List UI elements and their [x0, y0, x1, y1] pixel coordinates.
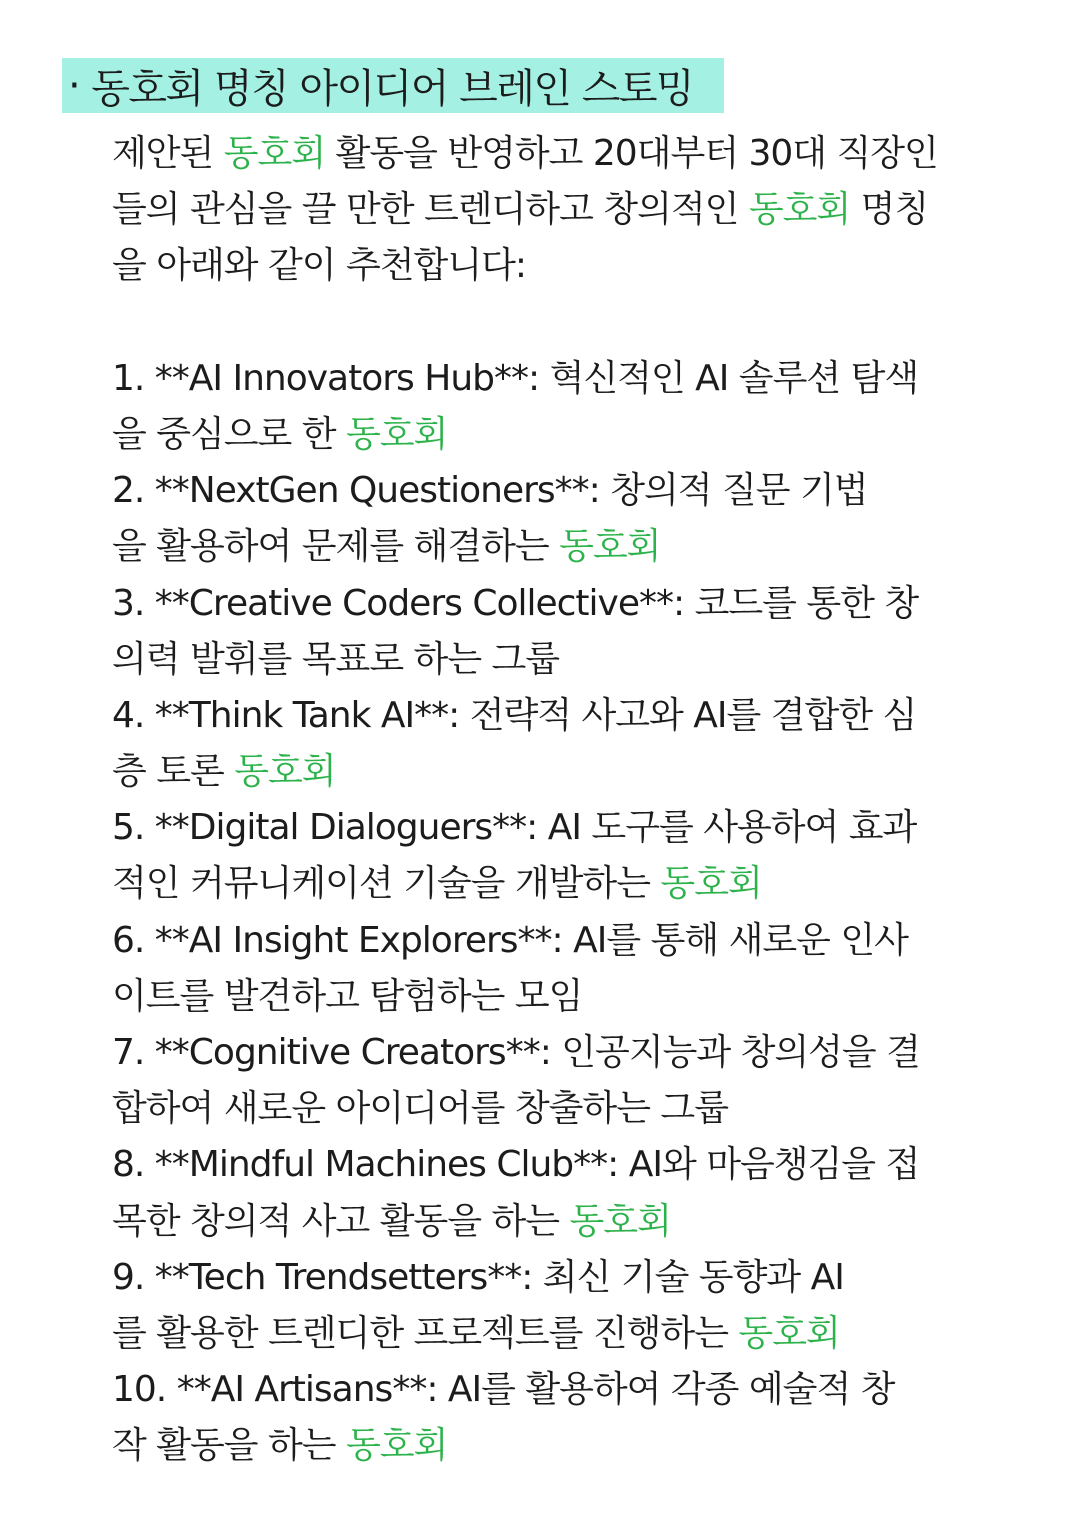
list-item-line-1: 9. **Tech Trendsetters**: 최신 기술 동향과 AI	[112, 1256, 844, 1298]
list-item	[112, 1137, 972, 1249]
list-item	[112, 463, 972, 575]
list-item-line-1: 4. **Think Tank AI**: 전략적 사고와 AI를 결합한 심	[112, 694, 917, 736]
spacer	[112, 295, 972, 351]
intro-text: 제안된	[112, 133, 224, 174]
list-item-line-2	[112, 632, 972, 688]
list-item-text: 적인 커뮤니케이션 기술을 개발하는	[112, 863, 661, 905]
list-item-line-2	[112, 519, 972, 575]
list-item	[112, 800, 972, 912]
list-item-line-2	[112, 744, 972, 800]
list-item-line-2	[112, 856, 972, 912]
highlight-term: 동호회	[223, 133, 326, 174]
title-text: 동호회 명칭 아이디어 브레인 스토밍	[91, 66, 694, 112]
list-item-line-2	[112, 969, 972, 1025]
list-item-line-2	[112, 1306, 972, 1362]
intro-text: 명칭	[850, 189, 929, 231]
intro-line-3	[112, 238, 972, 294]
highlight-term: 동호회	[346, 1425, 448, 1467]
suggestion-list	[112, 351, 972, 1475]
list-item-line-1: 5. **Digital Dialoguers**: AI 도구를 사용하여 효과	[112, 807, 917, 849]
list-item-text: 을 활용하여 문제를 해결하는	[112, 526, 560, 568]
list-item-line-1: 2. **NextGen Questioners**: 창의적 질문 기법	[112, 470, 868, 512]
list-item-line-2	[112, 1194, 972, 1250]
list-item-line-2	[112, 1418, 972, 1474]
highlight-term: 동호회	[234, 751, 336, 793]
list-item-text: 이트를 발견하고 탐험하는 모임	[112, 975, 583, 1017]
list-item	[112, 913, 972, 1025]
list-item-text: 를 활용한 트렌디한 프로젝트를 진행하는	[112, 1312, 739, 1354]
list-item-text: 목한 창의적 사고 활동을 하는	[112, 1200, 570, 1242]
list-item-line-1: 7. **Cognitive Creators**: 인공지능과 창의성을 결	[112, 1032, 920, 1073]
list-item-line-1: 6. **AI Insight Explorers**: AI를 통해 새로운 인사	[112, 919, 908, 961]
highlight-term: 동호회	[569, 1200, 671, 1242]
list-item	[112, 1025, 972, 1137]
highlight-term: 동호회	[559, 526, 661, 568]
intro-text: 활동을 반영하고 20대부터 30대 직장인	[325, 133, 938, 174]
list-item-line-1: 1. **AI Innovators Hub**: 혁신적인 AI 솔루션 탐색	[112, 357, 919, 399]
list-item	[112, 576, 972, 688]
intro-text: 을 아래와 같이 추천합니다:	[112, 245, 526, 287]
highlight-term: 동호회	[660, 863, 762, 905]
list-item-line-2	[112, 407, 972, 463]
intro-text: 들의 관심을 끌 만한 트렌디하고 창의적인	[112, 189, 749, 231]
section-title	[62, 58, 724, 113]
list-item-text: 층 토론	[112, 751, 235, 793]
list-item-text: 합하여 새로운 아이디어를 창출하는 그룹	[112, 1088, 728, 1130]
list-item-text: 을 중심으로 한	[112, 413, 346, 455]
intro-line-2	[112, 182, 972, 238]
list-item	[112, 1250, 972, 1362]
list-item-line-1: 3. **Creative Coders Collective**: 코드를 통한 창	[112, 582, 919, 624]
intro-line-1	[112, 126, 972, 182]
list-item	[112, 1362, 972, 1474]
list-item-text: 의력 발휘를 목표로 하는 그룹	[112, 638, 560, 680]
response-body	[112, 126, 972, 1475]
list-item-line-2	[112, 1081, 972, 1137]
list-item-line-1: 8. **Mindful Machines Club**: AI와 마음챙김을 접	[112, 1144, 920, 1186]
list-item-line-1: 10. **AI Artisans**: AI를 활용하여 각종 예술적 창	[112, 1369, 895, 1411]
list-item	[112, 351, 972, 463]
list-item	[112, 688, 972, 800]
highlight-term: 동호회	[748, 189, 851, 231]
highlight-term: 동호회	[346, 413, 448, 455]
highlight-term: 동호회	[738, 1312, 840, 1354]
list-item-text: 작 활동을 하는	[112, 1425, 346, 1467]
title-bullet: ·	[68, 62, 80, 109]
